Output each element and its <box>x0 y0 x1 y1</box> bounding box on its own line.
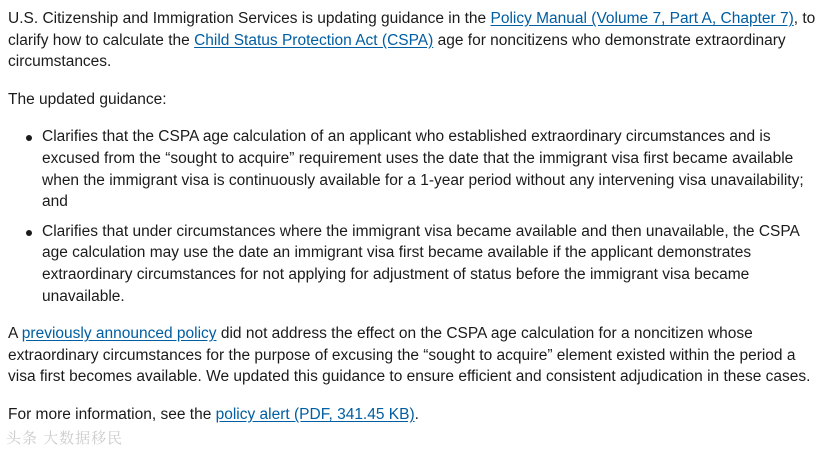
bullet-icon <box>26 135 32 141</box>
list-item-text: Clarifies that the CSPA age calculation of an applicant who established extraordinary circumstances and is excused from the “sought to acquire” requirement uses the date that the immigrant visa first became available when the immigrant visa is continuously available for a 1-year period without any intervening visa unavailability; and <box>42 128 804 211</box>
watermark: 头条 大数据移民 <box>6 430 124 447</box>
updated-guidance-heading: The updated guidance: <box>8 90 167 108</box>
more-info-text-2: . <box>414 405 419 423</box>
list-item <box>42 221 823 307</box>
policy-alert-link[interactable]: policy alert (PDF, 341.45 KB) <box>215 405 415 423</box>
list-item <box>42 126 823 212</box>
more-info-text-1: For more information, see the <box>8 405 216 423</box>
intro-text-2: , to clarify how to calculate the <box>8 10 816 49</box>
article-body <box>8 8 823 426</box>
guidance-list <box>8 126 823 307</box>
previously-announced-policy-link[interactable]: previously announced policy <box>21 325 217 343</box>
previous-text-2: did not address the effect on the CSPA age calculation for a noncitizen whose extraordinary circumstances for the purpose of excusing the “sought to acquire” element existed within the period a visa first becomes available. We updated this guidance to ensure efficient and consistent adjudication in these cases. <box>8 325 811 386</box>
intro-text-3: age for noncitizens who demonstrate extraordinary circumstances. <box>8 31 786 71</box>
list-item-text: Clarifies that under circumstances where the immigrant visa became available and then unavailable, the CSPA age calculation may use the date an immigrant visa first became available if the applicant demonstrates extraordinary circumstances for not applying for adjustment of status before the immigrant visa became unavailable. <box>42 222 800 305</box>
policy-manual-link[interactable]: Policy Manual (Volume 7, Part A, Chapter 7) <box>490 10 794 27</box>
intro-paragraph <box>8 8 823 73</box>
previous-text-1: A <box>8 325 22 343</box>
intro-text-1: U.S. Citizenship and Immigration Services is updating guidance in the <box>8 10 491 27</box>
bullet-icon <box>26 230 32 236</box>
guidance-list-wrapper <box>8 126 823 307</box>
more-info-paragraph <box>8 404 823 426</box>
previous-policy-paragraph <box>8 323 823 388</box>
cspa-link[interactable]: Child Status Protection Act (CSPA) <box>194 31 434 49</box>
